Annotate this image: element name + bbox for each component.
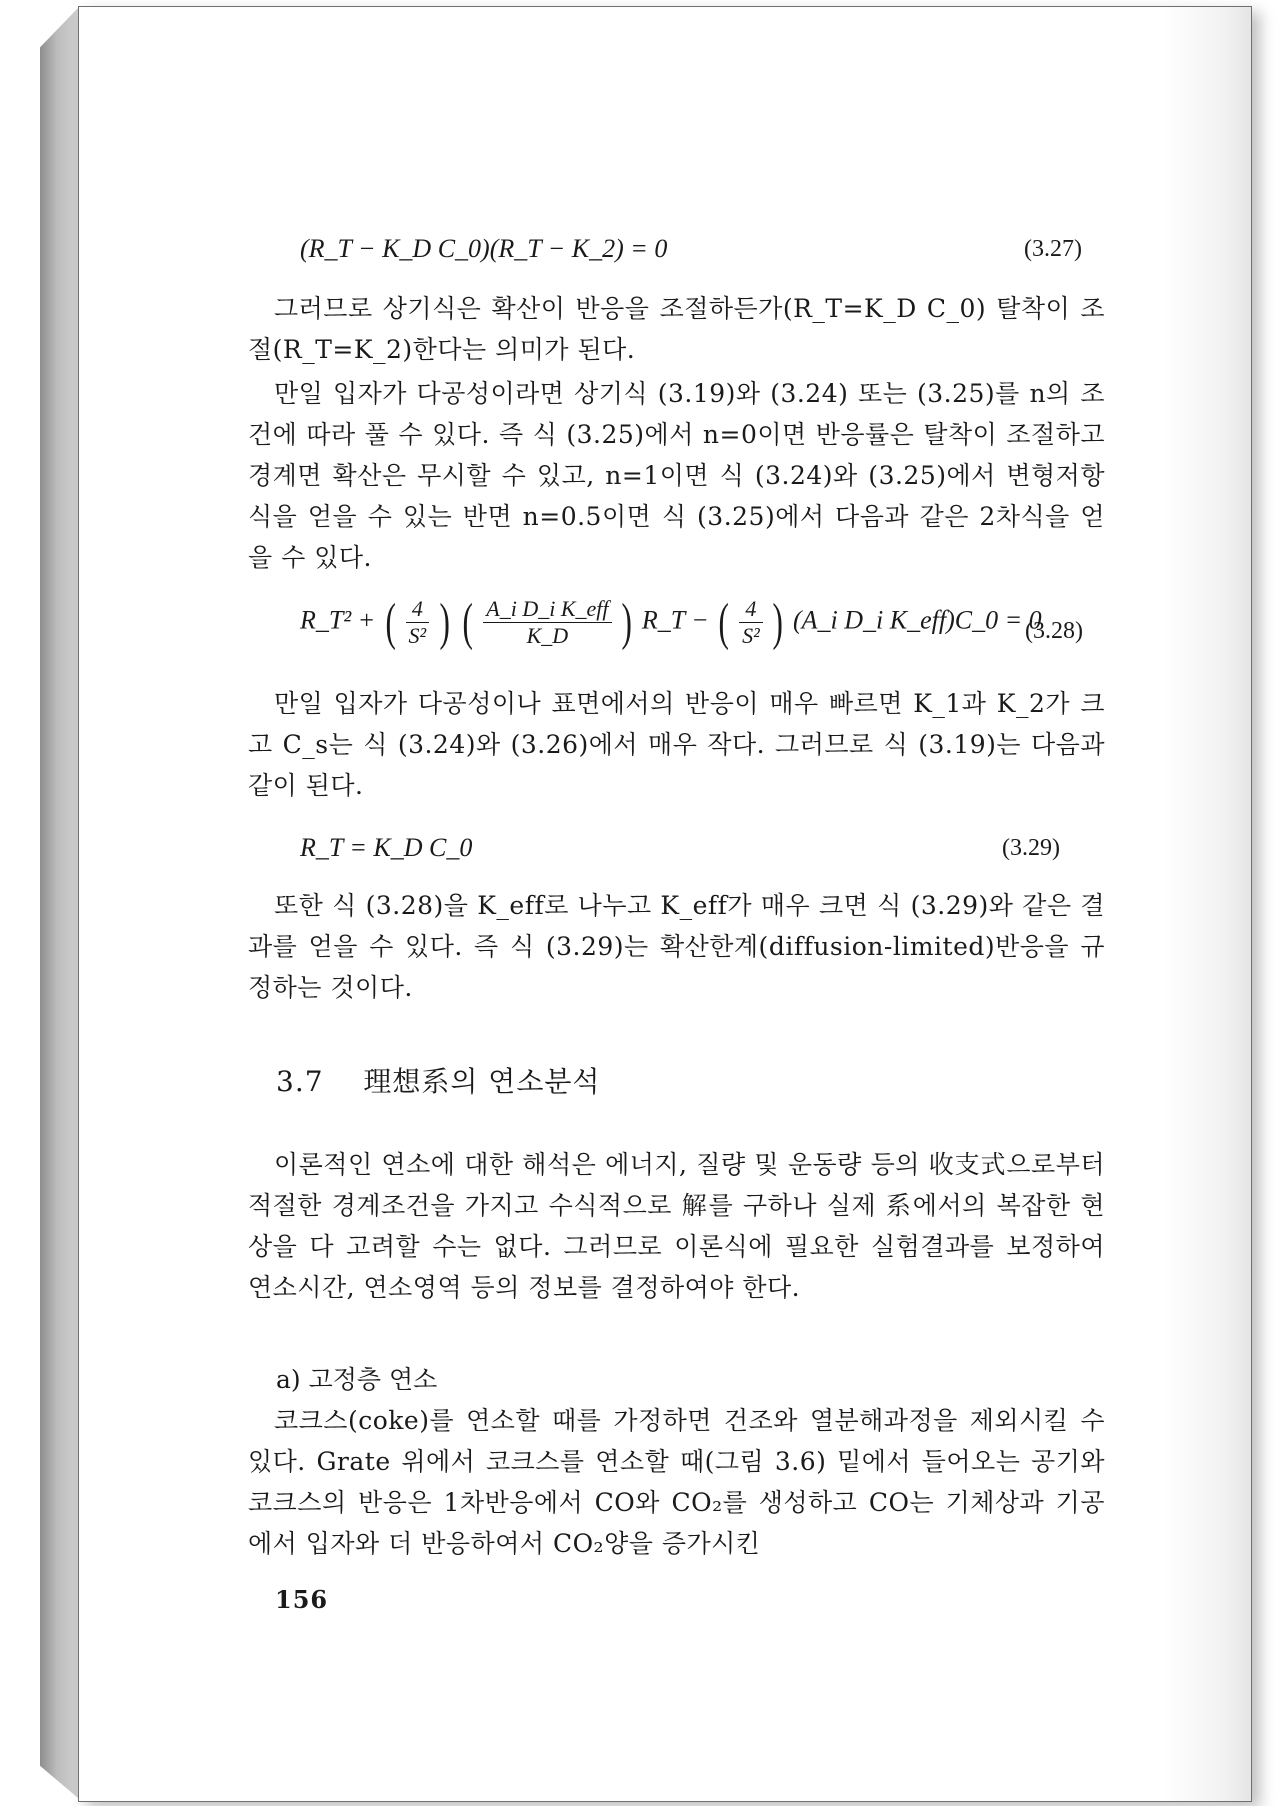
fraction-3: $\frac{4}{\text{S²}}$ <box>739 596 763 649</box>
paragraph-4: 또한 식 (3.28)을 K_eff로 나누고 K_eff가 매우 크면 식 (3.29)와 같은 결과를 얻을 수 있다. 즉 식 (3.29)는 확산한계(diffusion-limited)반응을 규정하는 것이다. <box>248 891 1105 1002</box>
page-edge-shade <box>1161 7 1251 1801</box>
paragraph-3: 만일 입자가 다공성이나 표면에서의 반응이 매우 빠르면 K_1과 K_2가 크고 C_s는 식 (3.24)와 (3.26)에서 매우 작다. 그러므로 식 (3.19)는 다음과 같이 된다. <box>248 689 1105 800</box>
paragraph-6: 코크스(coke)를 연소할 때를 가정하면 건조와 열분해과정을 제외시킬 수 있다. Grate 위에서 코크스를 연소할 때(그림 3.6) 밑에서 들어오는 공기와 코크스의 반응은 1차반응에서 CO와 CO₂를 생성하고 CO는 기체상과 기공에서 입자와 더 반응하여서 CO₂양을 증가시킨 <box>248 1406 1105 1558</box>
section-title: 理想系의 연소분석 <box>363 1065 601 1098</box>
paragraph-5: 이론적인 연소에 대한 해석은 에너지, 질량 및 운동량 등의 收支式으로부터 적절한 경계조건을 가지고 수식적으로 解를 구하나 실제 系에서의 복잡한 현상을 다 고려할 수는 없다. 그러므로 이론식에 필요한 실험결과를 보정하여 연소시간, 연소영역 등의 정보를 결정하여야 한다. <box>248 1150 1105 1302</box>
equation-expression: R_T = K_D C_0 <box>300 833 473 862</box>
equation-3-28: R_T² + ( $\frac{4}{\text{S²}}$ ) ( $\frac{\text{A\_i D\_i K\_eff}}{K\_D}$ ) R_T − ( $\frac{4}{\text{S²}}$ ) (A_i D_i K_eff)C_0 = 0 <box>300 593 1042 651</box>
page-number: 156 <box>275 1585 329 1614</box>
section-heading <box>276 1060 601 1100</box>
equation-number-3-28: (3.28) <box>1025 618 1083 644</box>
fraction-1: $\frac{4}{\text{S²}}$ <box>406 596 430 649</box>
equation-3-27 <box>300 234 667 264</box>
equation-3-29 <box>300 833 472 863</box>
paragraph-1: 그러므로 상기식은 확산이 반응을 조절하든가(R_T=K_D C_0) 탈착이 조절(R_T=K_2)한다는 의미가 된다. <box>248 294 1105 364</box>
equation-number-3-29: (3.29) <box>1002 835 1060 861</box>
equation-tail: (A_i D_i K_eff)C_0 = 0 <box>793 605 1042 635</box>
fraction-2: $\frac{\text{A\_i D\_i K\_eff}}{K\_D}$ <box>483 596 611 649</box>
equation-middle: R_T − <box>641 605 716 635</box>
book-spine <box>40 8 78 1798</box>
equation-number-3-27: (3.27) <box>1024 236 1082 262</box>
equation-lhs: R_T² + <box>300 605 382 635</box>
subsection-heading: a) 고정층 연소 <box>276 1365 438 1394</box>
equation-expression: (R_T − K_D C_0)(R_T − K_2) = 0 <box>300 234 668 263</box>
paragraph-2: 만일 입자가 다공성이라면 상기식 (3.19)와 (3.24) 또는 (3.25)를 n의 조건에 따라 풀 수 있다. 즉 식 (3.25)에서 n=0이면 반응률은 탈착이 조절하고 경계면 확산은 무시할 수 있고, n=1이면 식 (3.24)와 (3.25)에서 변형저항식을 얻을 수 있는 반면 n=0.5이면 식 (3.25)에서 다음과 같은 2차식을 얻을 수 있다. <box>248 379 1105 572</box>
section-number: 3.7 <box>276 1065 324 1098</box>
